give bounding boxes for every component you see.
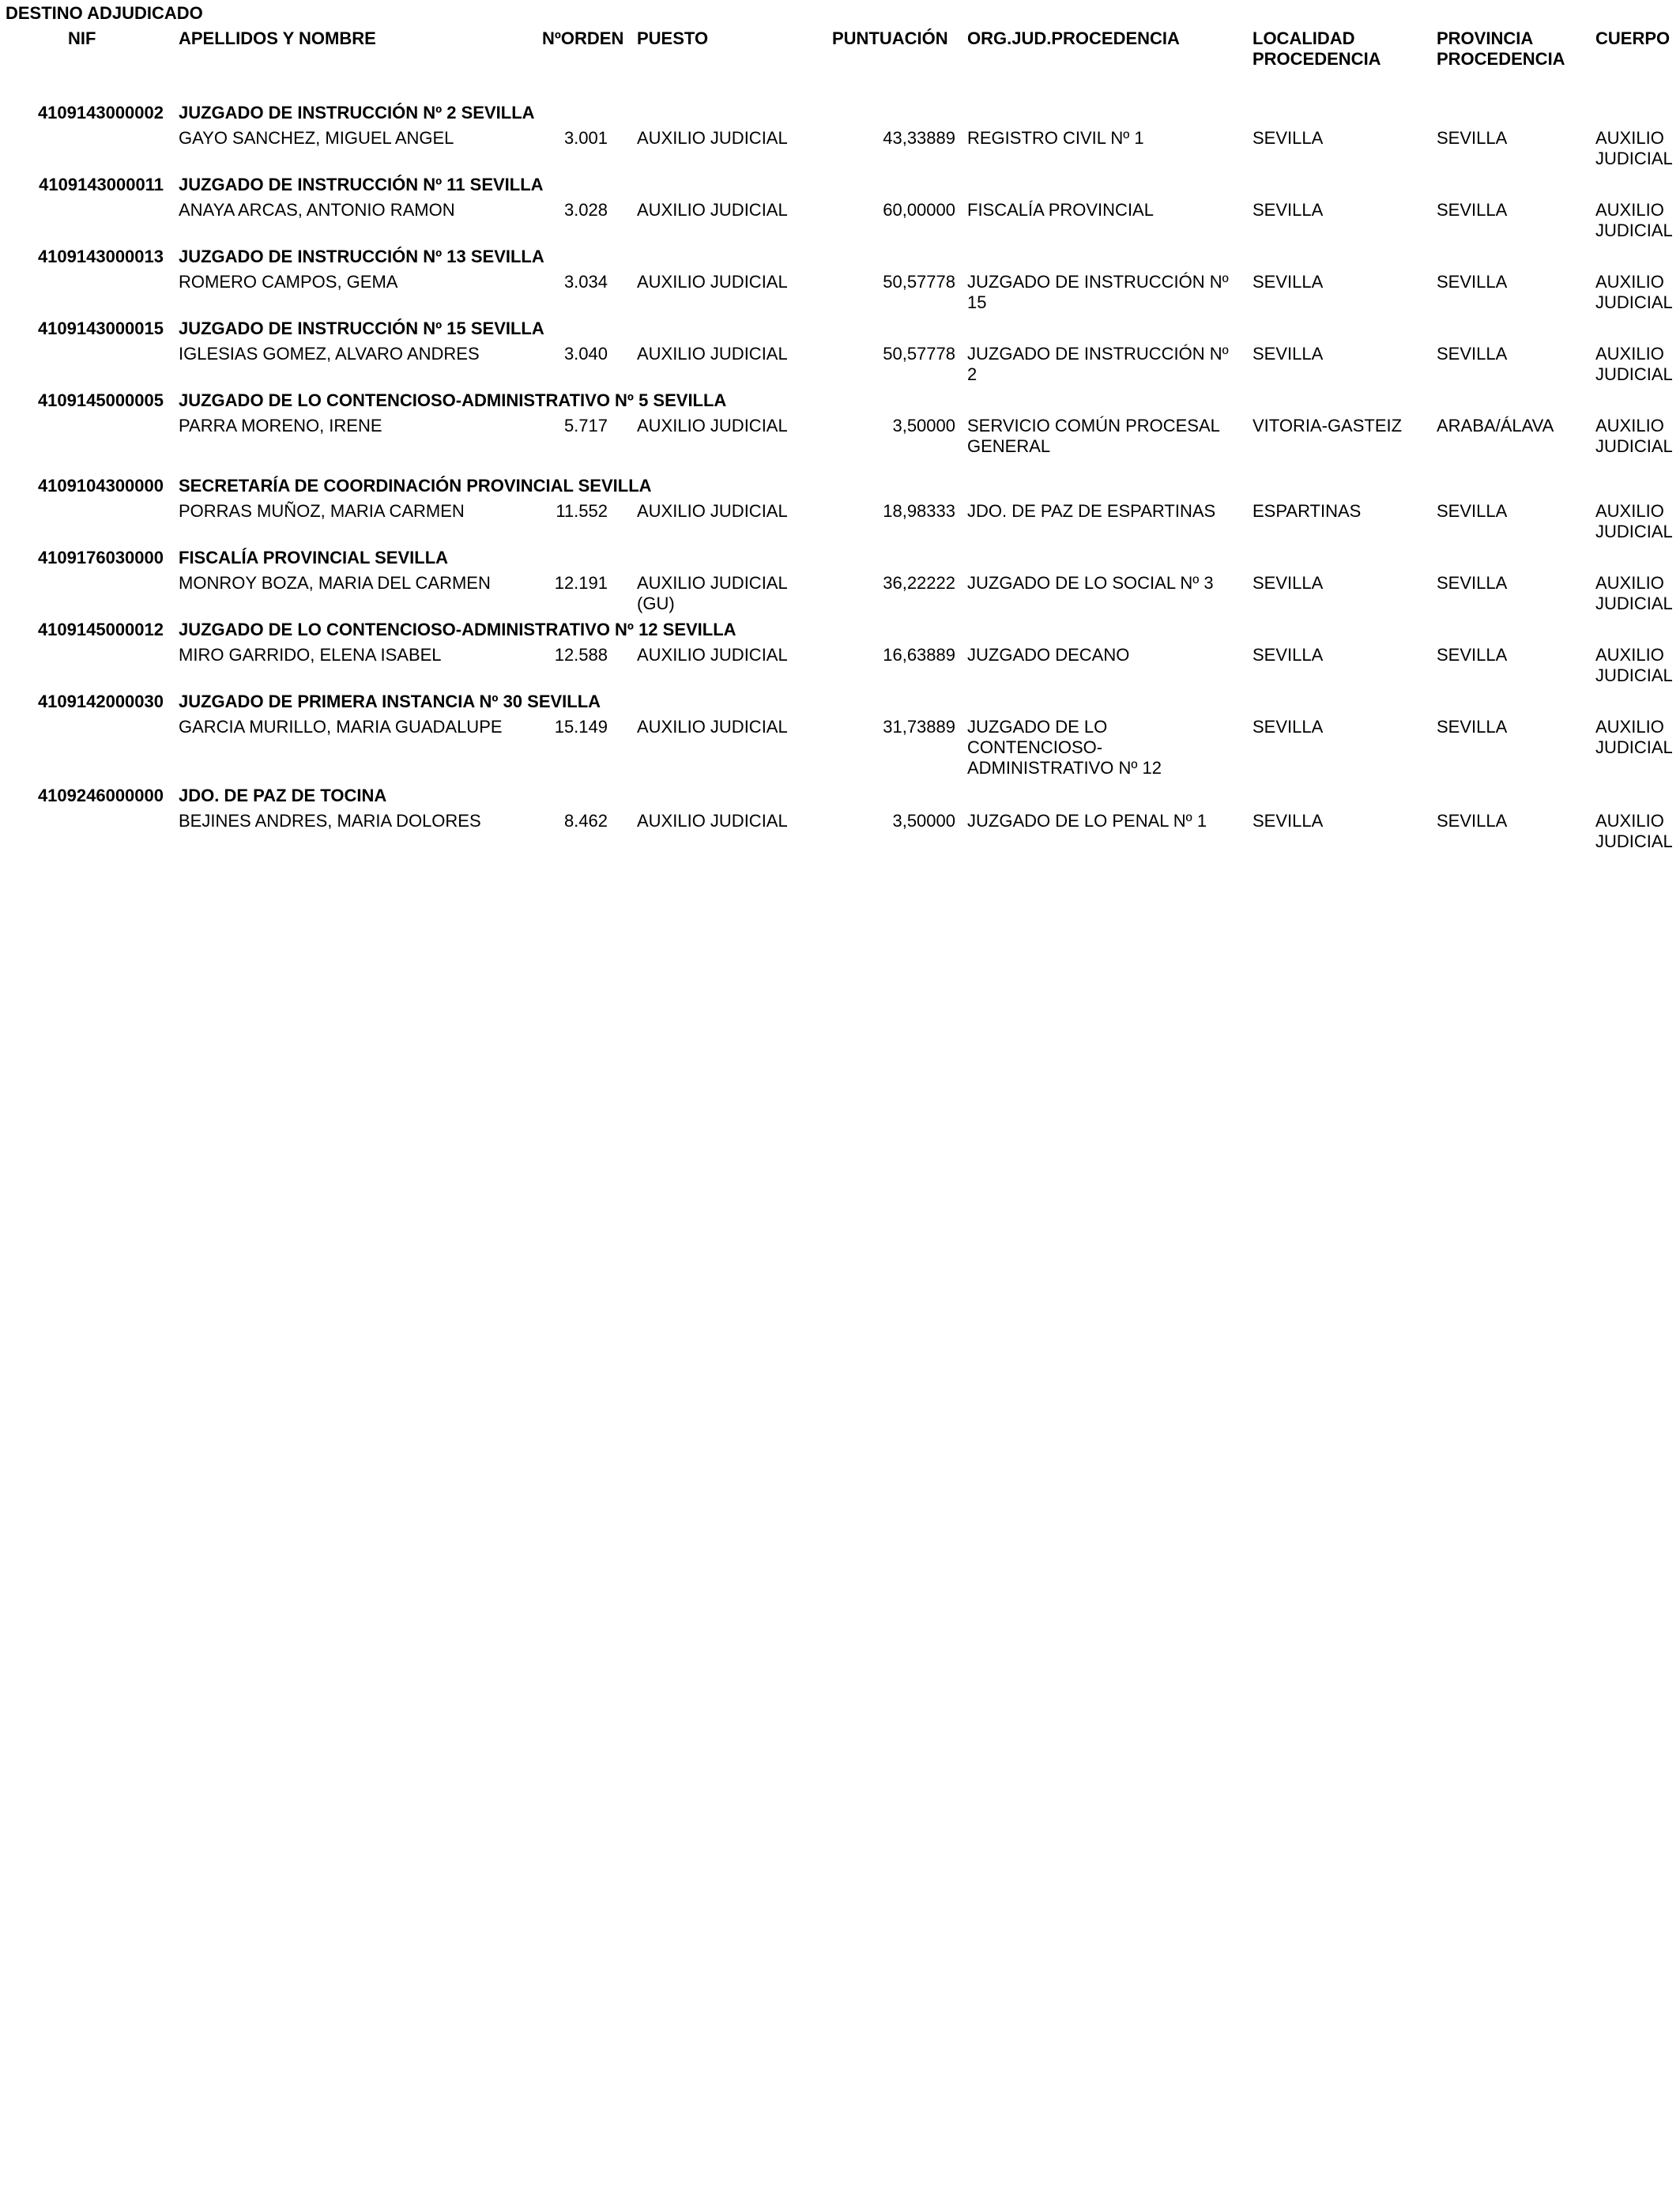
row-org: REGISTRO CIVIL Nº 1 — [967, 128, 1144, 148]
row-nombre: ANAYA ARCAS, ANTONIO RAMON — [179, 200, 455, 220]
row-nombre: GARCIA MURILLO, MARIA GUADALUPE — [179, 717, 503, 737]
row-cuerpo: AUXILIO JUDICIAL — [1595, 645, 1673, 685]
row-puntuacion: 36,22222 — [883, 573, 955, 593]
row-puesto: AUXILIO JUDICIAL — [637, 128, 788, 148]
row-provincia: SEVILLA — [1437, 811, 1508, 831]
group-nif: 4109176030000 — [37, 548, 164, 567]
row-orden: 3.028 — [563, 200, 608, 220]
row-provincia: SEVILLA — [1437, 272, 1508, 292]
row-puntuacion: 18,98333 — [883, 501, 955, 521]
header-nombre: APELLIDOS Y NOMBRE — [179, 28, 376, 48]
row-localidad: SEVILLA — [1252, 645, 1324, 665]
row-puntuacion: 16,63889 — [883, 645, 955, 665]
row-provincia: SEVILLA — [1437, 501, 1508, 521]
row-org: JUZGADO DECANO — [967, 645, 1130, 665]
group-destino: JUZGADO DE LO CONTENCIOSO-ADMINISTRATIVO Nº 12 SEVILLA — [179, 620, 736, 639]
row-puesto: AUXILIO JUDICIAL — [637, 501, 788, 521]
group-destino: JDO. DE PAZ DE TOCINA — [179, 786, 387, 805]
row-provincia: SEVILLA — [1437, 344, 1508, 364]
row-provincia: SEVILLA — [1437, 717, 1508, 737]
row-puesto: AUXILIO JUDICIAL — [637, 200, 788, 220]
group-destino: JUZGADO DE LO CONTENCIOSO-ADMINISTRATIVO Nº 5 SEVILLA — [179, 390, 727, 410]
group-nif: 4109143000013 — [37, 247, 164, 266]
row-nombre: IGLESIAS GOMEZ, ALVARO ANDRES — [179, 344, 480, 364]
group-destino: JUZGADO DE INSTRUCCIÓN Nº 11 SEVILLA — [179, 175, 544, 194]
row-localidad: VITORIA-GASTEIZ — [1252, 416, 1403, 435]
header-org: ORG.JUD.PROCEDENCIA — [967, 28, 1180, 48]
row-orden: 15.149 — [554, 717, 608, 737]
header-puesto: PUESTO — [637, 28, 709, 48]
row-puesto: AUXILIO JUDICIAL — [637, 717, 788, 737]
row-puesto: AUXILIO JUDICIAL — [637, 272, 788, 292]
row-cuerpo: AUXILIO JUDICIAL — [1595, 272, 1673, 312]
header-puntuacion: PUNTUACIÓN — [832, 28, 948, 48]
row-puntuacion: 50,57778 — [883, 272, 955, 292]
row-provincia: SEVILLA — [1437, 645, 1508, 665]
group-nif: 4109143000002 — [37, 103, 164, 123]
group-nif: 4109143000011 — [39, 175, 164, 194]
row-orden: 12.588 — [554, 645, 608, 665]
group-destino: FISCALÍA PROVINCIAL SEVILLA — [179, 548, 449, 567]
row-org: JUZGADO DE INSTRUCCIÓN Nº 2 — [967, 344, 1229, 384]
row-nombre: ROMERO CAMPOS, GEMA — [179, 272, 398, 292]
row-orden: 12.191 — [554, 573, 608, 593]
group-nif: 4109145000012 — [37, 620, 164, 639]
header-localidad: LOCALIDAD PROCEDENCIA — [1252, 28, 1381, 69]
row-puntuacion: 3,50000 — [892, 811, 955, 831]
header-nif: NIF — [68, 28, 96, 48]
row-puntuacion: 43,33889 — [883, 128, 955, 148]
row-org: SERVICIO COMÚN PROCESAL GENERAL — [967, 416, 1220, 456]
row-puntuacion: 31,73889 — [883, 717, 955, 737]
row-puntuacion: 60,00000 — [883, 200, 955, 220]
row-orden: 3.001 — [563, 128, 608, 148]
row-cuerpo: AUXILIO JUDICIAL — [1595, 501, 1673, 541]
row-provincia: ARABA/ÁLAVA — [1437, 416, 1554, 435]
row-org: JDO. DE PAZ DE ESPARTINAS — [967, 501, 1216, 521]
row-localidad: ESPARTINAS — [1252, 501, 1362, 521]
row-nombre: MIRO GARRIDO, ELENA ISABEL — [179, 645, 442, 665]
group-nif: 4109142000030 — [37, 692, 164, 711]
row-orden: 3.040 — [563, 344, 608, 364]
row-orden: 8.462 — [563, 811, 608, 831]
row-nombre: MONROY BOZA, MARIA DEL CARMEN — [179, 573, 491, 593]
group-nif: 4109143000015 — [37, 319, 164, 338]
row-nombre: GAYO SANCHEZ, MIGUEL ANGEL — [179, 128, 454, 148]
row-localidad: SEVILLA — [1252, 200, 1324, 220]
group-nif: 4109104300000 — [37, 476, 164, 496]
group-destino: JUZGADO DE INSTRUCCIÓN Nº 15 SEVILLA — [179, 319, 544, 338]
group-nif: 4109145000005 — [37, 390, 164, 410]
header-orden: NºORDEN — [542, 28, 624, 48]
row-provincia: SEVILLA — [1437, 573, 1508, 593]
row-localidad: SEVILLA — [1252, 573, 1324, 593]
group-destino: JUZGADO DE INSTRUCCIÓN Nº 13 SEVILLA — [179, 247, 544, 266]
group-nif: 4109246000000 — [37, 786, 164, 805]
row-cuerpo: AUXILIO JUDICIAL — [1595, 811, 1673, 851]
row-orden: 5.717 — [563, 416, 608, 435]
row-provincia: SEVILLA — [1437, 200, 1508, 220]
row-org: JUZGADO DE INSTRUCCIÓN Nº 15 — [967, 272, 1229, 312]
header-provincia: PROVINCIA PROCEDENCIA — [1437, 28, 1565, 69]
row-cuerpo: AUXILIO JUDICIAL — [1595, 128, 1673, 168]
header-cuerpo: CUERPO — [1595, 28, 1671, 48]
row-cuerpo: AUXILIO JUDICIAL — [1595, 344, 1673, 384]
row-cuerpo: AUXILIO JUDICIAL — [1595, 717, 1673, 757]
row-nombre: PORRAS MUÑOZ, MARIA CARMEN — [179, 501, 465, 521]
row-org: JUZGADO DE LO PENAL Nº 1 — [967, 811, 1207, 831]
row-localidad: SEVILLA — [1252, 717, 1324, 737]
row-puesto: AUXILIO JUDICIAL — [637, 645, 788, 665]
row-puesto: AUXILIO JUDICIAL — [637, 344, 788, 364]
row-localidad: SEVILLA — [1252, 811, 1324, 831]
row-cuerpo: AUXILIO JUDICIAL — [1595, 416, 1673, 456]
row-nombre: BEJINES ANDRES, MARIA DOLORES — [179, 811, 481, 831]
row-puntuacion: 3,50000 — [892, 416, 955, 435]
row-puesto: AUXILIO JUDICIAL (GU) — [637, 573, 788, 613]
row-orden: 3.034 — [563, 272, 608, 292]
row-org: JUZGADO DE LO SOCIAL Nº 3 — [967, 573, 1214, 593]
row-org: JUZGADO DE LO CONTENCIOSO- ADMINISTRATIVO Nº 12 — [967, 717, 1162, 778]
row-puntuacion: 50,57778 — [883, 344, 955, 364]
row-provincia: SEVILLA — [1437, 128, 1508, 148]
row-orden: 11.552 — [556, 501, 608, 521]
row-cuerpo: AUXILIO JUDICIAL — [1595, 573, 1673, 613]
row-cuerpo: AUXILIO JUDICIAL — [1595, 200, 1673, 240]
document-title: DESTINO ADJUDICADO — [6, 3, 203, 23]
row-localidad: SEVILLA — [1252, 128, 1324, 148]
group-destino: JUZGADO DE INSTRUCCIÓN Nº 2 SEVILLA — [179, 103, 535, 123]
row-org: FISCALÍA PROVINCIAL — [967, 200, 1154, 220]
row-localidad: SEVILLA — [1252, 344, 1324, 364]
group-destino: JUZGADO DE PRIMERA INSTANCIA Nº 30 SEVILLA — [179, 692, 601, 711]
row-nombre: PARRA MORENO, IRENE — [179, 416, 382, 435]
row-puesto: AUXILIO JUDICIAL — [637, 416, 788, 435]
row-localidad: SEVILLA — [1252, 272, 1324, 292]
group-destino: SECRETARÍA DE COORDINACIÓN PROVINCIAL SEVILLA — [179, 476, 652, 496]
row-puesto: AUXILIO JUDICIAL — [637, 811, 788, 831]
